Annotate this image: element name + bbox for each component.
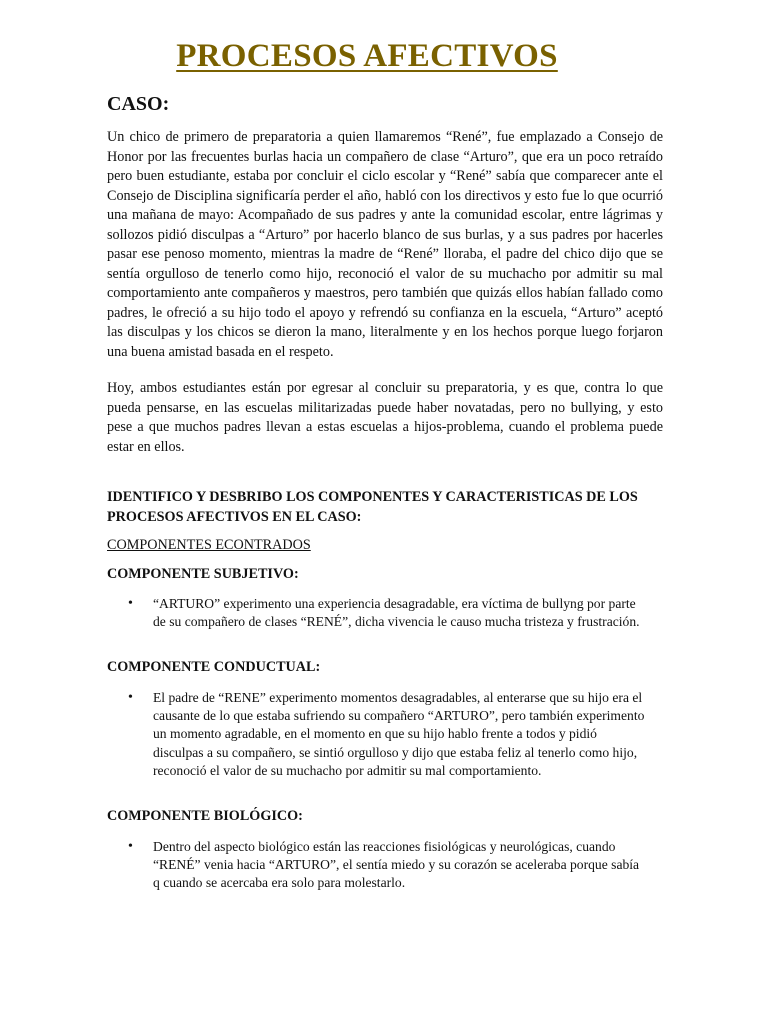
components-found-label: COMPONENTES ECONTRADOS (107, 537, 311, 553)
biological-bullet-text: Dentro del aspecto biológico están las reacciones fisiológicas y neurológicas, cuando “RENÉ” venia hacia “ARTURO”, el sentía miedo y su corazón se aceleraba porque sabía q cuando se acercaba era solo para molestarlo. (153, 839, 640, 891)
subjective-component-heading: COMPONENTE SUBJETIVO: (107, 566, 299, 582)
bullet-icon: • (128, 690, 133, 705)
case-paragraph-1: Un chico de primero de preparatoria a quien llamaremos “René”, fue emplazado a Consejo de Honor por las frecuentes burlas hacia un compañero de clase “Arturo”, que era un poco retraído pero buen estudiante, estaba por concluir el ciclo escolar y “René” sabía que comparecer ante el Consejo de Disciplina significaría perder el año, habló con los directivos y esto fue lo que ocurrió una mañana de mayo: Acompañado de sus padres y ante la comunidad escolar, entre lágrimas y sollozos pidió disculpas a “Arturo” por hacerlo blanco de sus burlas, y a sus padres por hacerles pasar ese penoso momento, mientras la madre de “René” lloraba, el padre del chico dijo que se sentía orgulloso de tenerlo como hijo, reconoció el valor de su muchacho por admitir su mal comportamiento ante compañeros y maestros, pero también que quizás ellos habían fallado como padres, le ofreció a su hijo todo el apoyo y refrendó su confianza en la escuela, “Arturo” aceptó las disculpas y los chicos se dieron la mano, literalmente y en los hechos porque luego forjaron una buena amistad basada en el respeto. (107, 129, 663, 360)
behavioral-component-heading: COMPONENTE CONDUCTUAL: (107, 659, 321, 675)
subjective-bullet-item (128, 595, 648, 631)
biological-bullet-item (128, 838, 648, 893)
bullet-icon: • (128, 839, 133, 854)
section-heading: IDENTIFICO Y DESBRIBO LOS COMPONENTES Y CARACTERISTICAS DE LOS PROCESOS AFECTIVOS EN EL CASO: (107, 489, 638, 525)
bullet-icon: • (128, 596, 133, 611)
biological-component-heading: COMPONENTE BIOLÓGICO: (107, 808, 303, 824)
document-title: PROCESOS AFECTIVOS (176, 38, 558, 74)
behavioral-bullet-text: El padre de “RENE” experimento momentos desagradables, al enterarse que su hijo era el causante de lo que estaba sufriendo su compañero “ARTURO”, pero también experimento un momento agradable, en el momento en que su hijo hablo frente a todos y pidió disculpas a su compañero, se sintió orgulloso y dijo que estaba feliz al tenerlo como hijo, reconoció el valor de su muchacho por admitir su mal comportamiento. (153, 690, 645, 778)
behavioral-bullet-item (128, 689, 648, 780)
subjective-bullet-text: “ARTURO” experimento una experiencia desagradable, era víctima de bullyng por parte de su compañero de clases “RENÉ”, dicha vivencia le causo mucha tristeza y frustración. (153, 596, 640, 630)
case-label: CASO: (107, 93, 170, 115)
case-paragraph-2: Hoy, ambos estudiantes están por egresar al concluir su preparatoria, y es que, contra lo que pueda pensarse, en las escuelas militarizadas puede haber novatadas, pero no bullying, y esto pese a que muchos padres llevan a estas escuelas a hijos-problema, cuando el problema puede estar en ellos. (107, 380, 663, 455)
